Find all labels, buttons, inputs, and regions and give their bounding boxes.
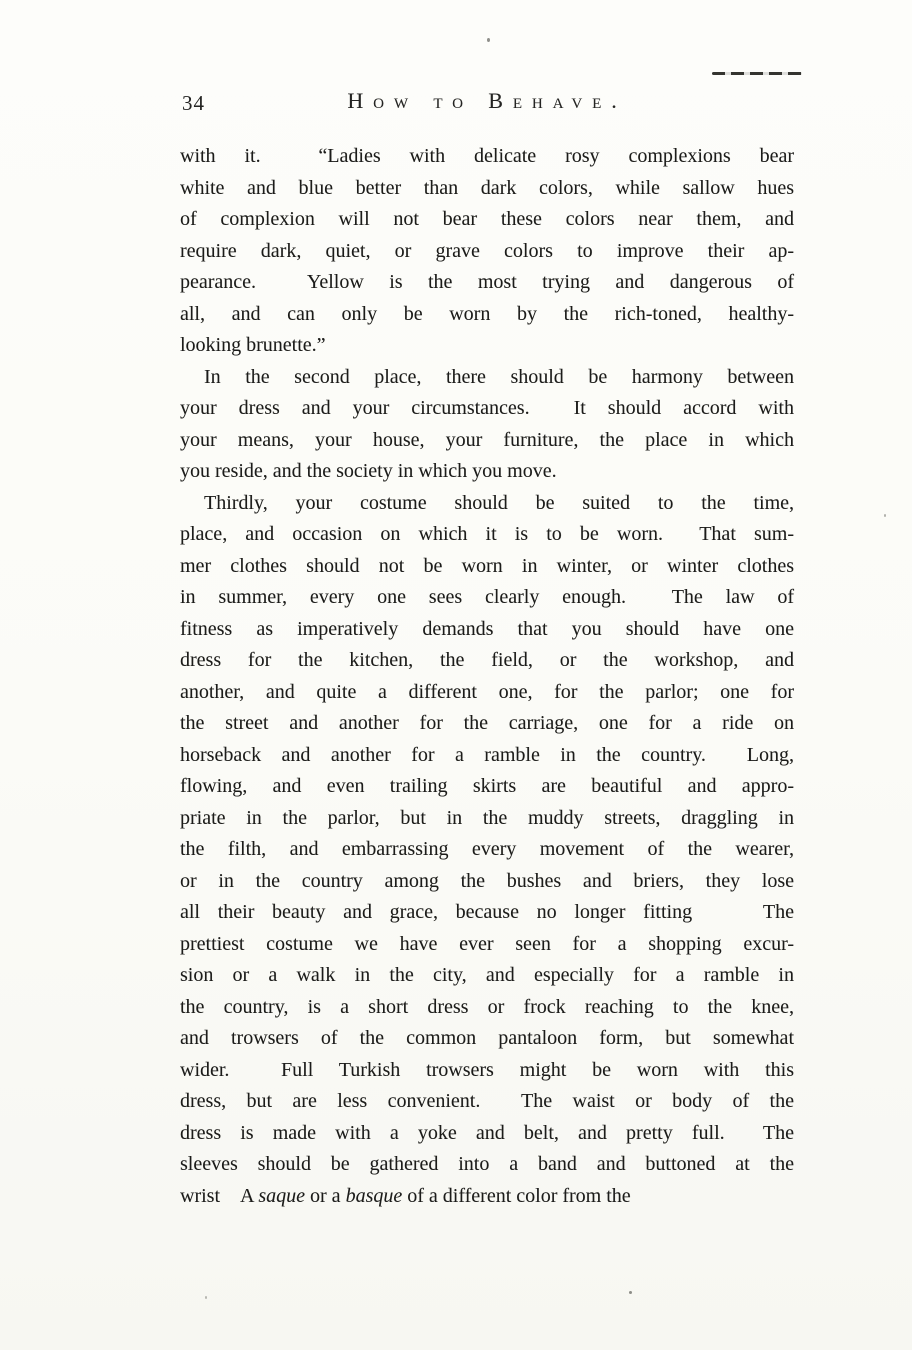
text-line: wider. Full Turkish trowsers might be worn with this xyxy=(180,1058,794,1081)
text-line: priate in the parlor, but in the muddy streets, draggling in xyxy=(180,806,794,829)
text-line: with it. “Ladies with delicate rosy complexions bear xyxy=(180,145,794,167)
text-line: the street and another for the carriage, one for a ride on xyxy=(180,712,794,734)
body-text xyxy=(180,141,794,1212)
scan-speck xyxy=(487,38,490,42)
text-line: dress, but are less convenient. The waist or body of the xyxy=(180,1090,794,1112)
text-line: another, and quite a different one, for the parlor; one for xyxy=(180,680,794,703)
text-line: dress is made with a yoke and belt, and pretty full. The xyxy=(180,1121,794,1144)
text-line: sleeves should be gathered into a band and buttoned at the xyxy=(180,1153,794,1175)
paragraph xyxy=(180,362,794,488)
text-line: the country, is a short dress or frock reaching to the knee, xyxy=(180,995,794,1018)
text-line: you reside, and the society in which you move. xyxy=(180,460,557,482)
text-line: flowing, and even trailing skirts are beautiful and appro- xyxy=(180,775,794,797)
text-line: your dress and your circumstances. It should accord with xyxy=(180,397,794,419)
text-line: looking brunette.” xyxy=(180,334,326,356)
text-line: in summer, every one sees clearly enough. The law of xyxy=(180,586,794,608)
text-line: white and blue better than dark colors, while sallow hues xyxy=(180,176,794,199)
text-line: Thirdly, your costume should be suited to the time, xyxy=(204,491,794,514)
text-line: fitness as imperatively demands that you should have one xyxy=(180,617,794,640)
text-line: pearance. Yellow is the most trying and dangerous of xyxy=(180,271,794,293)
text-line: your means, your house, your furniture, the place in which xyxy=(180,428,794,451)
text-line: all, and can only be worn by the rich-toned, healthy- xyxy=(180,302,794,325)
page-number: 34 xyxy=(182,91,205,115)
text-line: horseback and another for a ramble in the country. Long, xyxy=(180,743,794,766)
scan-speck xyxy=(884,514,886,517)
running-title: How to Behave. xyxy=(347,88,627,113)
text-line: of complexion will not bear these colors near them, and xyxy=(180,208,794,230)
scan-speck xyxy=(629,1291,632,1294)
text-line: the filth, and embarrassing every movement of the wearer, xyxy=(180,838,794,860)
text-line: wrist A saque or a basque of a different color from the xyxy=(180,1184,631,1207)
text-line: place, and occasion on which it is to be worn. That sum- xyxy=(180,523,794,545)
text-line: prettiest costume we have ever seen for a shopping excur- xyxy=(180,932,794,955)
paragraph xyxy=(180,141,794,362)
text-line: In the second place, there should be harmony between xyxy=(204,365,794,388)
text-line: require dark, quiet, or grave colors to improve their ap- xyxy=(180,239,794,262)
text-line: or in the country among the bushes and briers, they lose xyxy=(180,869,794,892)
scan-speck xyxy=(205,1296,207,1299)
text-line: mer clothes should not be worn in winter, or winter clothes xyxy=(180,554,794,577)
text-line: dress for the kitchen, the field, or the workshop, and xyxy=(180,649,794,671)
paragraph xyxy=(180,488,794,1213)
text-line: all their beauty and grace, because no longer fitting The xyxy=(180,901,794,923)
page-header xyxy=(180,88,794,120)
ink-mark-artifact xyxy=(712,72,802,75)
text-line: sion or a walk in the city, and especially for a ramble in xyxy=(180,964,794,986)
text-line: and trowsers of the common pantaloon form, but somewhat xyxy=(180,1027,794,1049)
